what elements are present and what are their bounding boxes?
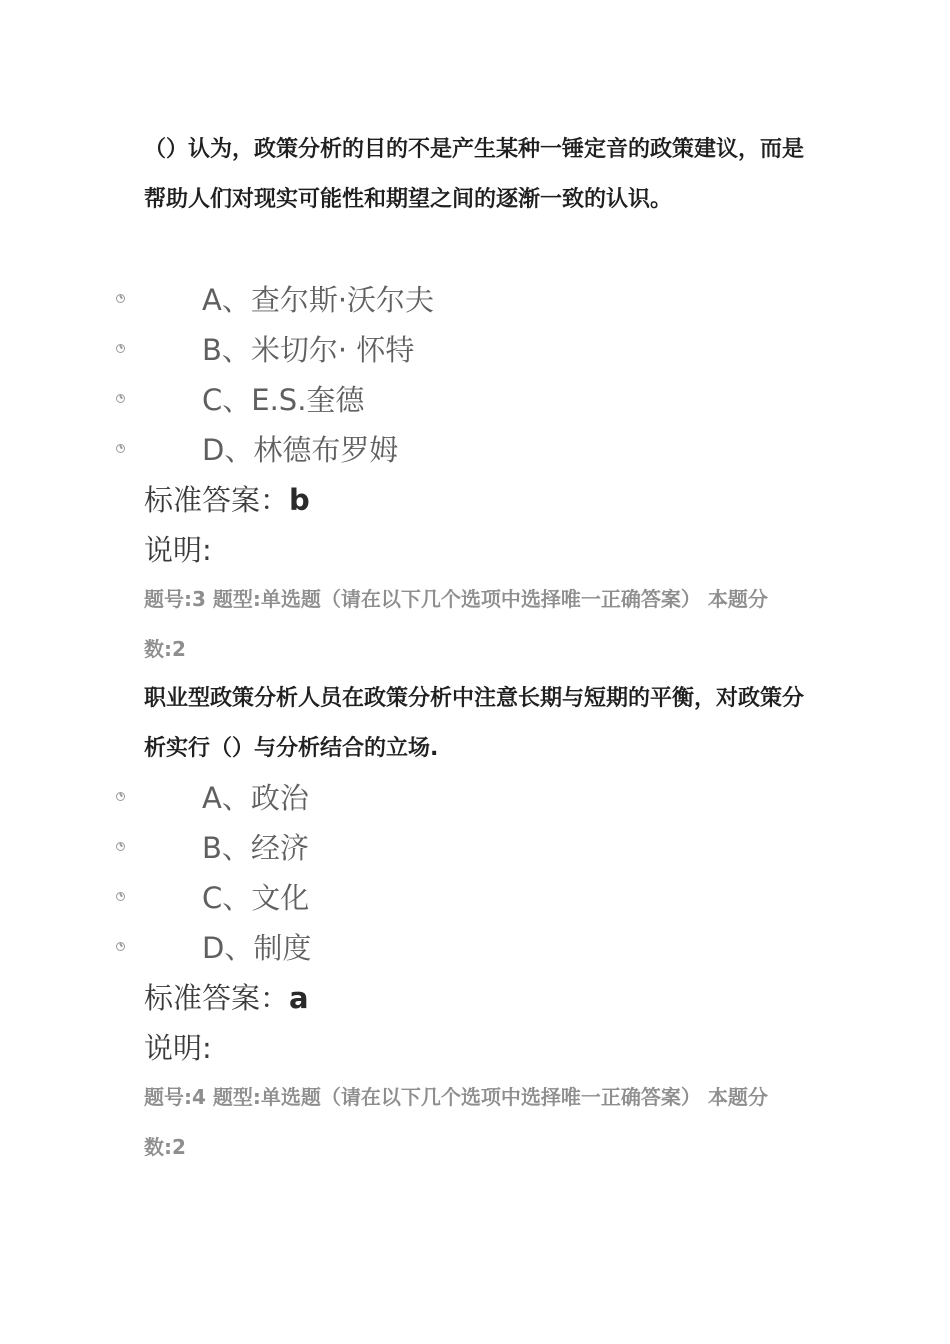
radio-icon[interactable] [116, 842, 125, 851]
option-b[interactable] [0, 325, 950, 375]
answer-value: a [289, 981, 309, 1015]
option-label: B、米切尔· 怀特 [202, 333, 415, 367]
radio-icon[interactable] [116, 344, 125, 353]
option-c[interactable] [0, 375, 950, 425]
option-label: A、政治 [202, 781, 309, 815]
option-label: C、E.S.奎德 [202, 383, 365, 417]
question-stem: 职业型政策分析人员在政策分析中注意长期与短期的平衡，对政策分析实行（）与分析结合的立场. [144, 686, 805, 761]
option-label: C、文化 [202, 881, 310, 915]
radio-icon[interactable] [116, 792, 125, 801]
radio-icon[interactable] [116, 394, 125, 403]
option-a[interactable] [0, 773, 950, 823]
option-label: D、林德布罗姆 [202, 433, 399, 467]
explanation-label: 说明: [144, 1031, 212, 1065]
answer-label: 标准答案： [144, 981, 290, 1015]
question-meta: 题号:4 题型:单选题（请在以下几个选项中选择唯一正确答案） 本题分数:2 [144, 1085, 768, 1159]
option-b[interactable] [0, 823, 950, 873]
radio-icon[interactable] [116, 942, 125, 951]
radio-icon[interactable] [116, 294, 125, 303]
question-stem: （）认为，政策分析的目的不是产生某种一锤定音的政策建议，而是帮助人们对现实可能性和期望之间的逐渐一致的认识。 [144, 137, 805, 212]
option-label: A、查尔斯·沃尔夫 [202, 283, 435, 317]
standard-answer [144, 973, 309, 1023]
option-c[interactable] [0, 873, 950, 923]
option-label: D、制度 [202, 931, 312, 965]
explanation-label: 说明: [144, 533, 212, 567]
option-label: B、经济 [202, 831, 309, 865]
standard-answer [144, 475, 310, 525]
question-meta: 题号:3 题型:单选题（请在以下几个选项中选择唯一正确答案） 本题分数:2 [144, 587, 768, 661]
option-d[interactable] [0, 923, 950, 973]
option-a[interactable] [0, 275, 950, 325]
option-d[interactable] [0, 425, 950, 475]
answer-label: 标准答案： [144, 483, 290, 517]
radio-icon[interactable] [116, 444, 125, 453]
answer-value: b [289, 483, 310, 517]
radio-icon[interactable] [116, 892, 125, 901]
